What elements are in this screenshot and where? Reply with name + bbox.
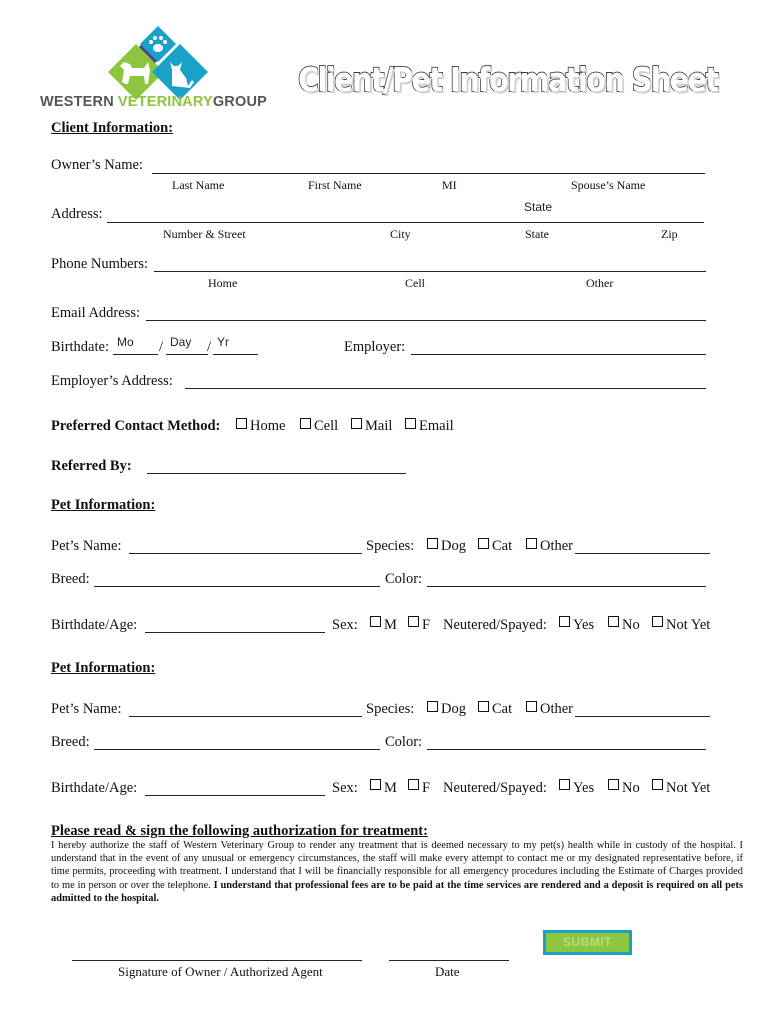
birthdate-year-placeholder: Yr bbox=[217, 335, 229, 349]
pet2-birthdate-label: Birthdate/Age: bbox=[51, 780, 138, 796]
employer-address-label: Employer’s Address: bbox=[51, 373, 173, 389]
pet2-heading: Pet Information: bbox=[51, 660, 156, 676]
birthdate-day-field[interactable] bbox=[166, 354, 208, 355]
pet2-sex-f-checkbox[interactable] bbox=[408, 779, 419, 790]
contact-home-label: Home bbox=[250, 418, 286, 434]
pet2-breed-label: Breed: bbox=[51, 734, 90, 750]
pet2-species-label: Species: bbox=[366, 701, 415, 717]
contact-mail-checkbox[interactable] bbox=[351, 418, 362, 429]
pet2-neutered-no-label: No bbox=[622, 780, 640, 796]
phone-sub-other: Other bbox=[586, 276, 614, 290]
client-info-heading: Client Information: bbox=[51, 120, 174, 136]
pet1-color-field[interactable] bbox=[427, 586, 706, 587]
pet2-neutered-label: Neutered/Spayed: bbox=[443, 780, 547, 796]
contact-email-label: Email bbox=[419, 418, 454, 434]
owner-sub-first: First Name bbox=[308, 178, 362, 192]
pet2-neutered-yes-checkbox[interactable] bbox=[559, 779, 570, 790]
pet1-species-cat-checkbox[interactable] bbox=[478, 538, 489, 549]
address-state-value[interactable]: State bbox=[524, 200, 553, 214]
pet1-neutered-notyet-label: Not Yet bbox=[666, 617, 711, 633]
pet2-sex-m-checkbox[interactable] bbox=[370, 779, 381, 790]
pet1-neutered-yes-label: Yes bbox=[573, 617, 595, 633]
pet1-name-field[interactable] bbox=[129, 553, 362, 554]
birthdate-year-field[interactable] bbox=[213, 354, 258, 355]
page-title: Client/Pet Information Sheet bbox=[298, 60, 718, 99]
pet2-name-field[interactable] bbox=[129, 716, 362, 717]
pet2-species-other-checkbox[interactable] bbox=[526, 701, 537, 712]
employer-label: Employer: bbox=[344, 339, 406, 355]
birthdate-label: Birthdate: bbox=[51, 339, 109, 355]
pet1-species-cat-label: Cat bbox=[492, 538, 513, 554]
pet2-species-dog-label: Dog bbox=[441, 701, 466, 717]
pet1-species-other-label: Other bbox=[540, 538, 574, 554]
pet1-birthdate-label: Birthdate/Age: bbox=[51, 617, 138, 633]
pet2-species-cat-label: Cat bbox=[492, 701, 513, 717]
pet2-species-dog-checkbox[interactable] bbox=[427, 701, 438, 712]
birthdate-slash-1: / bbox=[159, 339, 164, 355]
address-label: Address: bbox=[51, 206, 103, 222]
address-sub-street: Number & Street bbox=[163, 227, 246, 241]
pet2-sex-label: Sex: bbox=[332, 780, 358, 796]
pet1-species-other-field[interactable] bbox=[575, 553, 710, 554]
birthdate-day-placeholder: Day bbox=[170, 335, 192, 349]
pet2-species-other-field[interactable] bbox=[575, 716, 710, 717]
referred-by-label: Referred By: bbox=[51, 458, 132, 474]
birthdate-month-placeholder: Mo bbox=[117, 335, 134, 349]
pet1-neutered-notyet-checkbox[interactable] bbox=[652, 616, 663, 627]
pet1-breed-field[interactable] bbox=[94, 586, 380, 587]
authorization-text-bold: I understand that professional fees are to be paid at the time services are rendered and a deposit is required on all pets admitted to the hospital. bbox=[51, 879, 743, 904]
referred-by-field[interactable] bbox=[147, 473, 406, 474]
pet2-neutered-no-checkbox[interactable] bbox=[608, 779, 619, 790]
authorization-text-body: I hereby authorize the staff of Western Veterinary Group to render any treatment that is deemed necessary to my pet(s) health while in custody of the hospital. I understand that in the event of any unusual or emergency circumstances, the staff will make every attempt to contact me or my designated representative before, if time permits, proceeding with treatment. I understand that I will be financially responsible for all emergency procedures including the Estimate of Charges provided to me in person or over the telephone. bbox=[51, 840, 743, 891]
pet1-breed-label: Breed: bbox=[51, 571, 90, 587]
email-label: Email Address: bbox=[51, 305, 141, 321]
address-field[interactable] bbox=[107, 222, 704, 223]
birthdate-month-field[interactable] bbox=[113, 354, 158, 355]
pet1-sex-f-checkbox[interactable] bbox=[408, 616, 419, 627]
owner-name-label: Owner’s Name: bbox=[51, 157, 143, 173]
preferred-contact-label: Preferred Contact Method: bbox=[51, 418, 221, 434]
contact-cell-label: Cell bbox=[314, 418, 339, 434]
pet1-neutered-label: Neutered/Spayed: bbox=[443, 617, 547, 633]
pet2-neutered-notyet-checkbox[interactable] bbox=[652, 779, 663, 790]
email-field[interactable] bbox=[146, 320, 706, 321]
pet1-neutered-yes-checkbox[interactable] bbox=[559, 616, 570, 627]
pet1-color-label: Color: bbox=[385, 571, 423, 587]
pet2-sex-m-label: M bbox=[384, 780, 397, 796]
logo-word-group: GROUP bbox=[212, 94, 267, 110]
owner-sub-last: Last Name bbox=[172, 178, 225, 192]
phone-label: Phone Numbers: bbox=[51, 256, 149, 272]
address-sub-state: State bbox=[525, 227, 549, 241]
address-sub-city: City bbox=[390, 227, 411, 241]
pet2-neutered-notyet-label: Not Yet bbox=[666, 780, 711, 796]
logo-word-veterinary: VETERINARY bbox=[117, 94, 213, 110]
pet1-birthdate-field[interactable] bbox=[145, 632, 325, 633]
pet1-sex-label: Sex: bbox=[332, 617, 358, 633]
authorization-heading: Please read & sign the following authorization for treatment: bbox=[51, 823, 428, 839]
pet1-species-label: Species: bbox=[366, 538, 415, 554]
phone-sub-home: Home bbox=[208, 276, 238, 290]
pet1-species-dog-checkbox[interactable] bbox=[427, 538, 438, 549]
authorization-text bbox=[51, 839, 743, 905]
phone-sub-cell: Cell bbox=[405, 276, 425, 290]
pet1-species-dog-label: Dog bbox=[441, 538, 466, 554]
date-field[interactable] bbox=[389, 960, 509, 961]
pet1-neutered-no-label: No bbox=[622, 617, 640, 633]
date-label: Date bbox=[435, 964, 460, 979]
pet2-breed-field[interactable] bbox=[94, 749, 380, 750]
pet2-species-cat-checkbox[interactable] bbox=[478, 701, 489, 712]
contact-email-checkbox[interactable] bbox=[405, 418, 416, 429]
contact-home-checkbox[interactable] bbox=[236, 418, 247, 429]
logo-word-western: WESTERN bbox=[40, 94, 114, 110]
submit-button[interactable]: SUBMIT bbox=[543, 930, 632, 955]
pet2-species-other-label: Other bbox=[540, 701, 574, 717]
pet1-sex-m-checkbox[interactable] bbox=[370, 616, 381, 627]
owner-name-field[interactable] bbox=[152, 173, 705, 174]
signature-field[interactable] bbox=[72, 960, 362, 961]
contact-cell-checkbox[interactable] bbox=[300, 418, 311, 429]
pet2-color-label: Color: bbox=[385, 734, 423, 750]
pet1-species-other-checkbox[interactable] bbox=[526, 538, 537, 549]
pet1-sex-f-label: F bbox=[422, 617, 431, 633]
birthdate-slash-2: / bbox=[207, 339, 212, 355]
logo-wordmark bbox=[40, 94, 267, 110]
signature-label: Signature of Owner / Authorized Agent bbox=[118, 964, 323, 979]
pet2-color-field[interactable] bbox=[427, 749, 706, 750]
owner-sub-spouse: Spouse’s Name bbox=[571, 178, 646, 192]
pet2-sex-f-label: F bbox=[422, 780, 431, 796]
owner-sub-mi: MI bbox=[442, 178, 457, 192]
pet2-birthdate-field[interactable] bbox=[145, 795, 325, 796]
pet1-sex-m-label: M bbox=[384, 617, 397, 633]
employer-field[interactable] bbox=[411, 354, 706, 355]
employer-address-field[interactable] bbox=[185, 388, 706, 389]
pet2-name-label: Pet’s Name: bbox=[51, 701, 122, 717]
address-sub-zip: Zip bbox=[661, 227, 678, 241]
pet1-name-label: Pet’s Name: bbox=[51, 538, 122, 554]
phone-field[interactable] bbox=[154, 271, 706, 272]
pet1-heading: Pet Information: bbox=[51, 497, 156, 513]
pet2-neutered-yes-label: Yes bbox=[573, 780, 595, 796]
pet1-neutered-no-checkbox[interactable] bbox=[608, 616, 619, 627]
contact-mail-label: Mail bbox=[365, 418, 393, 434]
